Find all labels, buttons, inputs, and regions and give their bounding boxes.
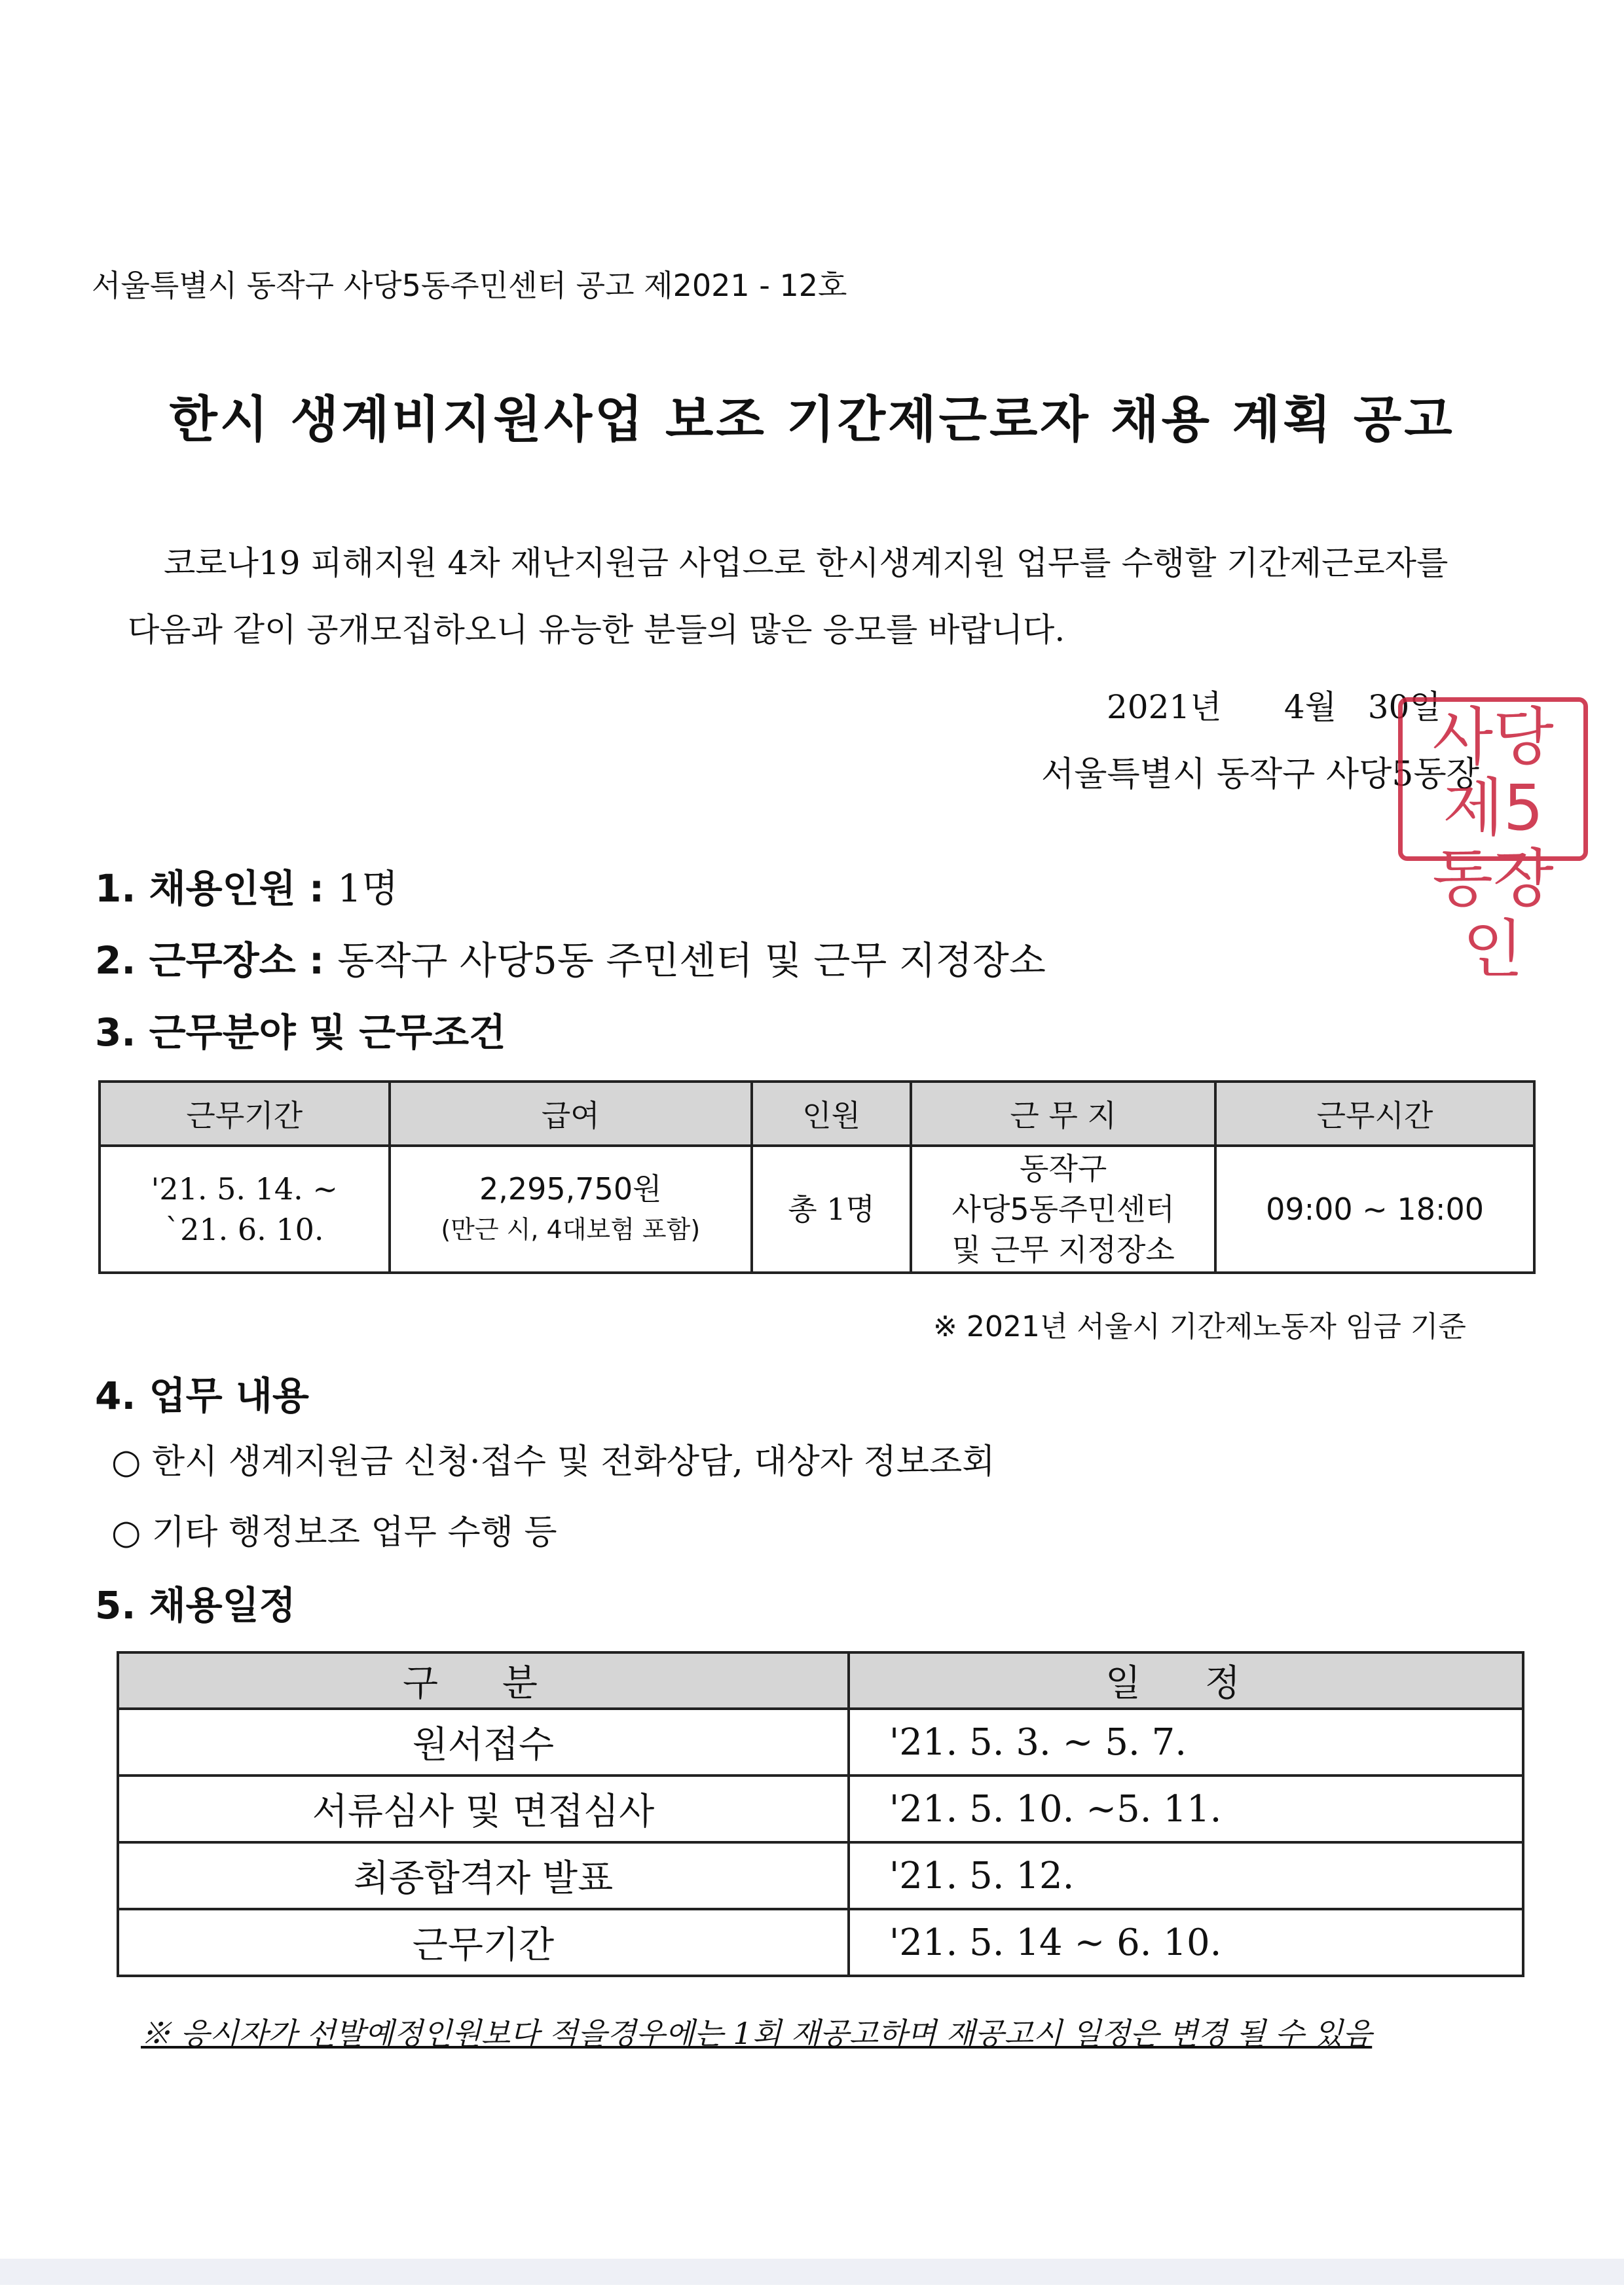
date-month: 4월 bbox=[1283, 688, 1337, 726]
section-5-heading: 5. 채용일정 bbox=[95, 1583, 296, 1628]
workplace-line-2: 사당5동주민센터 bbox=[951, 1192, 1175, 1227]
header-headcount: 인원 bbox=[752, 1082, 911, 1146]
schedule-date: '21. 5. 14 ~ 6. 10. bbox=[849, 1909, 1523, 1976]
cell-hours: 09:00 ~ 18:00 bbox=[1215, 1146, 1534, 1273]
work-conditions-table bbox=[98, 1080, 1536, 1274]
table-header-row bbox=[100, 1082, 1534, 1146]
table-header-row bbox=[118, 1652, 1523, 1709]
official-seal bbox=[1398, 697, 1588, 986]
section-3-heading: 3. 근무분야 및 근무조건 bbox=[95, 1010, 506, 1055]
cell-wage bbox=[390, 1146, 752, 1273]
section-2-label: 2. 근무장소 : bbox=[95, 938, 325, 983]
date-year: 2021년 bbox=[1107, 688, 1222, 726]
wage-note: (만근 시, 4대보험 포함) bbox=[441, 1215, 701, 1244]
scan-bottom-band bbox=[0, 2259, 1624, 2285]
schedule-item: 원서접수 bbox=[118, 1709, 849, 1776]
period-start: '21. 5. 14. ~ bbox=[151, 1171, 338, 1207]
schedule-item: 최종합격자 발표 bbox=[118, 1842, 849, 1909]
duty-item: ○ 한시 생계지원금 신청·접수 및 전화상담, 대상자 정보조회 bbox=[111, 1442, 995, 1482]
header-wage: 급여 bbox=[390, 1082, 752, 1146]
notice-number: 서울특별시 동작구 사당5동주민센터 공고 제2021 - 12호 bbox=[92, 268, 847, 303]
table-row bbox=[118, 1709, 1523, 1776]
duty-item: ○ 기타 행정보조 업무 수행 등 bbox=[111, 1513, 557, 1552]
header-schedule: 일 정 bbox=[849, 1652, 1523, 1709]
table-row bbox=[118, 1776, 1523, 1842]
schedule-item: 근무기간 bbox=[118, 1909, 849, 1976]
seal-line-1: 사당제5 bbox=[1432, 701, 1554, 845]
issuer-name: 서울특별시 동작구 사당5동장 bbox=[1041, 755, 1479, 794]
cell-workplace bbox=[911, 1146, 1215, 1273]
section-headcount bbox=[95, 858, 398, 913]
section-1-label: 1. 채용인원 : bbox=[95, 866, 325, 911]
cell-period bbox=[100, 1146, 390, 1273]
period-end: `21. 6. 10. bbox=[165, 1212, 324, 1247]
seal-line-2: 동장인 bbox=[1432, 842, 1554, 986]
schedule-date: '21. 5. 3. ~ 5. 7. bbox=[849, 1709, 1523, 1776]
schedule-item: 서류심사 및 면접심사 bbox=[118, 1776, 849, 1842]
section-4-heading: 4. 업무 내용 bbox=[95, 1374, 309, 1418]
schedule-table bbox=[117, 1651, 1524, 1977]
header-period: 근무기간 bbox=[100, 1082, 390, 1146]
schedule-date: '21. 5. 12. bbox=[849, 1842, 1523, 1909]
table-row bbox=[118, 1842, 1523, 1909]
table-row bbox=[118, 1909, 1523, 1976]
workplace-line-1: 동작구 bbox=[1020, 1151, 1107, 1186]
header-hours: 근무시간 bbox=[1215, 1082, 1534, 1146]
cell-headcount: 총 1명 bbox=[752, 1146, 911, 1273]
section-1-value: 1명 bbox=[337, 866, 399, 911]
section-2-value: 동작구 사당5동 주민센터 및 근무 지정장소 bbox=[337, 938, 1046, 983]
intro-line-1: 코로나19 피해지원 4차 재난지원금 사업으로 한시생계지원 업무를 수행할 기간제근로자를 bbox=[164, 544, 1449, 582]
wage-basis-note: ※ 2021년 서울시 기간제노동자 임금 기준 bbox=[933, 1310, 1466, 1343]
wage-amount: 2,295,750원 bbox=[479, 1171, 662, 1207]
date-day: 30일 bbox=[1367, 688, 1441, 726]
notice-date bbox=[1107, 681, 1441, 728]
schedule-date: '21. 5. 10. ~5. 11. bbox=[849, 1776, 1523, 1842]
table-row bbox=[100, 1146, 1534, 1273]
header-workplace: 근 무 지 bbox=[911, 1082, 1215, 1146]
document-title: 한시 생계비지원사업 보조 기간제근로자 채용 계획 공고 bbox=[169, 390, 1455, 448]
intro-line-2: 다음과 같이 공개모집하오니 유능한 분들의 많은 응모를 바랍니다. bbox=[128, 611, 1065, 649]
section-workplace bbox=[95, 930, 1046, 985]
header-category: 구 분 bbox=[118, 1652, 849, 1709]
workplace-line-3: 및 근무 지정장소 bbox=[951, 1232, 1175, 1267]
re-announcement-footnote: ※ 응시자가 선발예정인원보다 적을경우에는 1회 재공고하며 재공고시 일정은 변경 될 수 있음 bbox=[141, 2016, 1373, 2051]
